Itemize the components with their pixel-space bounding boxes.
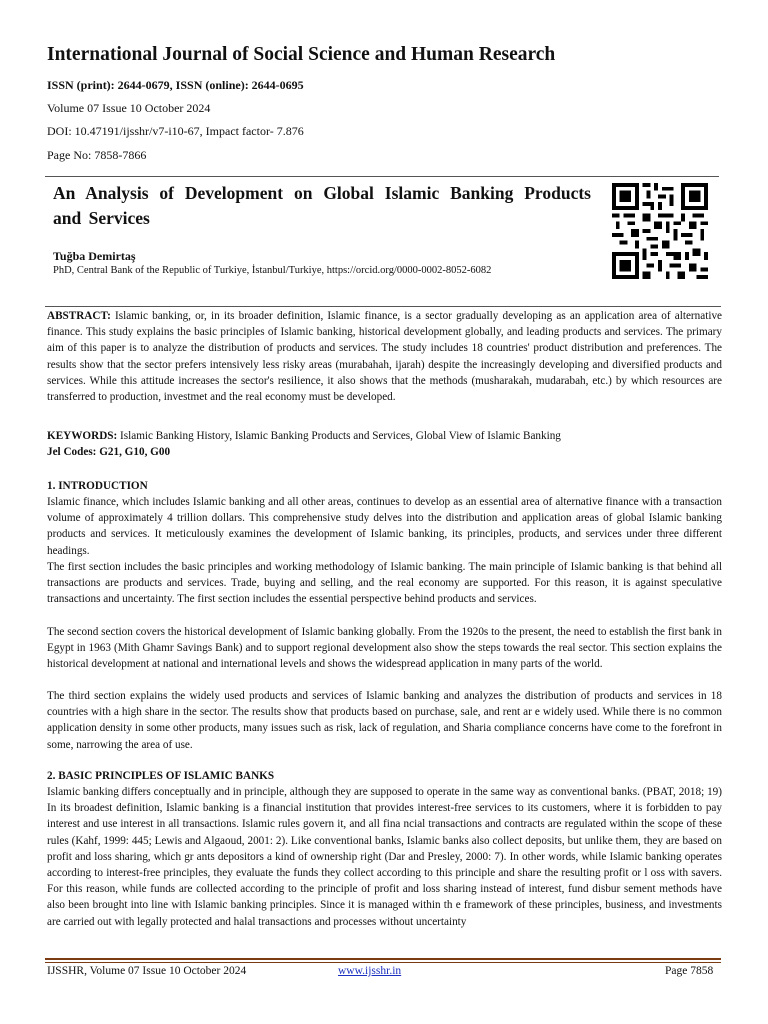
abstract-text: Islamic banking, or, in its broader definition, Islamic finance, is a sector gradually developing as an application area of alternative finance. This study explains the basic principles of Islamic banking, historical development globally, and leading products and services. The primary aim of this paper is to analyze the distribution of products and services. The study includes 18 countries' product distribution and preferences. The results show that the sector prefers intensively less risky areas (murabahah, ijarah) despite the increasingly developing and diversified products and services. While this attitude increases the sector's resilience, it also shows that the methods (musharakah, mudarabah, etc.) by which resources are transferred to production, investmet and the real economy must be developed.: [47, 310, 722, 404]
jel-codes: Jel Codes: G21, G10, G00: [47, 446, 171, 458]
qr-code-icon: [610, 183, 710, 279]
footer-page-number: Page 7858: [665, 965, 714, 977]
keywords: [47, 428, 722, 444]
page-range: Page No: 7858-7866: [47, 148, 147, 162]
journal-title: International Journal of Social Science and Human Research: [47, 44, 556, 65]
footer-journal-info: IJSSHR, Volume 07 Issue 10 October 2024: [47, 965, 247, 977]
author-affiliation: PhD, Central Bank of the Republic of Turkiye, İstanbul/Turkiye, https://orcid.org/0000-0002-8052-6082: [53, 265, 492, 276]
section-heading-basic-principles: 2. BASIC PRINCIPLES OF ISLAMIC BANKS: [47, 770, 275, 782]
keywords-text: Islamic Banking History, Islamic Banking Products and Services, Global View of Islamic Banking: [120, 430, 561, 442]
volume-line: Volume 07 Issue 10 October 2024: [47, 101, 211, 115]
intro-paragraph-1: Islamic finance, which includes Islamic banking and all other areas, continues to develop as an essential area of alternative finance with a transaction volume of approximately 4 trillion dollars. This comprehensive study delves into the distribution and application areas of global Islamic banking products and services. It meticulously examines the development of Islamic banking, its principles, products, and services under three different headings.: [47, 496, 722, 557]
footer-website-link[interactable]: www.ijsshr.in: [338, 965, 402, 977]
footer-rule: [45, 958, 721, 960]
abstract: [47, 308, 722, 405]
author-name: Tuğba Demirtaş: [53, 249, 136, 263]
keywords-label: KEYWORDS:: [47, 430, 118, 442]
intro-paragraph-4: The third section explains the widely used products and services of Islamic banking and analyzes the distribution of products and services in 18 countries with a high share in the sector. The results show that products based on purchase, sale, and rent ar e widely used. While there is no common application density in some other products, many issues such as risk, lack of regulation, and Sharia compliance concerns have come to the forefront in some, narrowing the area of use.: [47, 690, 722, 751]
section2-paragraph-1: Islamic banking differs conceptually and in principle, although they are supposed to operate in the same way as conventional banks. (PBAT, 2018; 19) In its broadest definition, Islamic banking is a financial institution that provides interest-free services to its customers, where it is forbidden to pay interest and use interest in all transactions. Islamic rules govern it, and all fina ncial transactions and contracts are regulated within the scope of these rules (Kahf, 1999: 445; Lewis and Algaoud, 2001: 2). Like conventional banks, Islamic banks also collect deposits, but unlike them, they are based on profit and loss sharing, which gr ants depositors a kind of ownership right (Dar and Presley, 2000: 7). In other words, while Islamic banking operates according to interest-free principles, they evaluate the funds they collect according to this principle and share the resulting profit or l oss with savers. For this reason, while funds are collected according to the principle of profit and loss sharing instead of interest, fund disbur sement methods have also been brought into line with Islamic banking principles. Since it is managed within th e framework of these principles, business, and investments are carried out with legally protected and halal transactions and processes without uncertainty: [47, 786, 722, 928]
intro-paragraph-3: The second section covers the historical development of Islamic banking globally. From the 1920s to the present, the need to establish the first bank in Egypt in 1963 (Mith Ghamr Savings Bank) and to support regional development also show the steps towards the real sector. This section explains the historical development at national and international levels and shows the widespread application in many parts of the world.: [47, 626, 722, 671]
section-heading-introduction: 1. INTRODUCTION: [47, 480, 148, 492]
intro-paragraph-2: The first section includes the basic principles and working methodology of Islamic banking. The main principle of Islamic banking is that behind all transactions are products and services. Trade, buying and selling, and the real economy are supported. For this reason, it is against speculative transactions and uncertainty. The first section includes the essential perspective behind products and services.: [47, 561, 722, 606]
doi-line: DOI: 10.47191/ijsshr/v7-i10-67, Impact factor- 7.876: [47, 124, 304, 138]
article-title: An Analysis of Development on Global Islamic Banking Products and Services: [53, 183, 591, 228]
abstract-label: ABSTRACT:: [47, 310, 111, 322]
issn-line: ISSN (print): 2644-0679, ISSN (online): 2644-0695: [47, 78, 304, 92]
